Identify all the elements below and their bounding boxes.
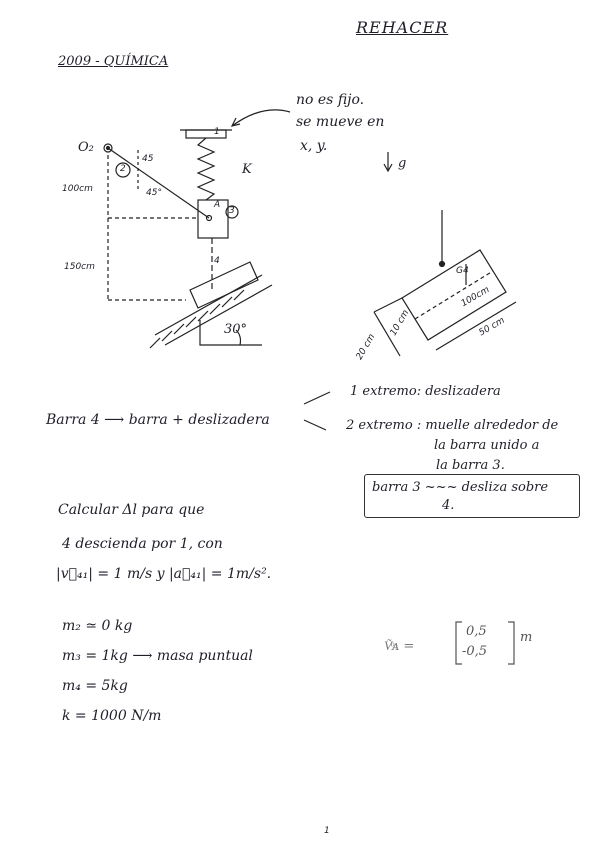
item-second-end-1: 2 extremo : muelle alrededor de [346,418,559,433]
mass-m2: m₂ ≃ 0 kg [62,618,133,634]
angle-45-bottom: 45° [146,188,162,198]
barra-line: Barra 4 ⟶ barra + deslizadera [46,412,270,428]
page-number: 1 [324,826,330,836]
calc-line-3: |v⃗₄₁| = 1 m/s y |a⃗₄₁| = 1m/s². [56,566,272,582]
boxed-note-line2: 4. [442,498,455,513]
label-1: 1 [214,127,220,137]
vector-label: Ṽͦᴀ = [384,639,415,654]
calc-line-2: 4 descienda por 1, con [62,536,223,552]
mass-m4: m₄ = 5kg [62,678,128,694]
angle-30: 30° [224,322,248,337]
item-second-end-3: la barra 3. [436,458,505,473]
dim-150cm: 150cm [64,262,95,272]
note-not-fixed: no es fijo. [296,92,365,108]
note-moves: se mueve en [296,114,385,130]
boxed-note-line1: barra 3 ~~~ desliza sobre [372,480,549,495]
label-3: 3 [229,206,235,216]
item-first-end: 1 extremo: deslizadera [350,384,501,399]
vector-unit: m [520,630,533,645]
label-4: 4 [214,256,220,266]
mass-m3: m₃ = 1kg ⟶ masa puntual [62,648,253,664]
detail-dim-100cm: 100cm [459,284,492,310]
label-2: 2 [120,164,126,174]
spring-constant: k = 1000 N/m [62,708,162,724]
vector-top: 0,5 [466,624,487,639]
detail-dim-10cm: 10 cm [388,308,412,338]
gravity-label: g [398,156,407,171]
vector-bottom: -0,5 [462,644,488,659]
dim-100cm: 100cm [62,184,93,194]
calc-line-1: Calcular Δl para que [58,502,205,518]
label-k: K [242,162,252,177]
label-o2: O₂ [78,140,94,155]
angle-45-top: 45 [142,154,154,164]
label-g4: G4 [456,266,469,276]
note-xy: x, y. [300,138,328,154]
page-subtitle: 2009 - QUÍMICA [58,54,169,69]
page-title: REHACER [356,18,449,37]
detail-dim-20cm: 20 cm [354,332,378,362]
detail-dim-50cm: 50 cm [477,315,507,339]
label-a: A [214,200,221,210]
item-second-end-2: la barra unido a [434,438,540,453]
